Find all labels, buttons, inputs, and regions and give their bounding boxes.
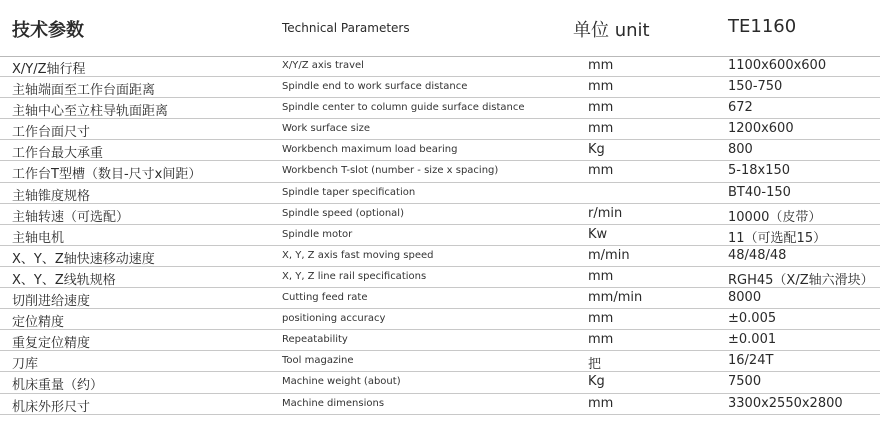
param-name-en: Cutting feed rate [282,292,368,304]
param-value: RGH45（X/Z轴六滑块） [728,272,874,288]
param-name-en: positioning accuracy [282,313,386,325]
param-name-en: Tool magazine [282,355,354,367]
param-unit: Kg [588,374,605,390]
param-value: 5-18x150 [728,163,791,179]
param-name-en: Workbench T-slot (number - size x spacing) [282,165,499,177]
param-unit: mm [588,268,614,284]
param-unit: mm [588,121,614,137]
table-row [0,119,880,140]
table-row [0,288,880,309]
table-row [0,351,880,372]
table-row [0,98,880,119]
table-row [0,77,880,98]
table-row [0,246,880,267]
param-unit: mm [588,311,614,327]
param-name-cn: 工作台面尺寸 [12,125,91,141]
table-row [0,183,880,204]
param-name-cn: 主轴中心至立柱导轨面距离 [12,104,169,120]
param-name-en: Spindle end to work surface distance [282,81,468,93]
param-name-en: Spindle speed (optional) [282,207,404,219]
table-row [0,309,880,330]
param-value: 800 [728,142,753,158]
param-name-en: Spindle center to column guide surface distance [282,102,525,114]
param-name-en: Spindle taper specification [282,186,416,198]
param-unit: 把 [588,357,602,373]
param-name-cn: 工作台最大承重 [12,146,104,162]
param-name-cn: 工作台T型槽（数目-尺寸x间距） [12,167,202,183]
param-value: 1200x600 [728,121,794,137]
param-name-en: Work surface size [282,123,371,135]
param-unit: m/min [588,247,630,263]
param-value: ±0.001 [728,332,777,348]
param-name-cn: 主轴电机 [12,230,65,246]
param-name-en: X, Y, Z axis fast moving speed [282,249,434,261]
header-model: TE1160 [728,16,797,37]
table-row [0,267,880,288]
header-en: Technical Parameters [282,21,410,35]
param-name-cn: 定位精度 [12,315,65,331]
table-row [0,140,880,161]
table-header [0,0,880,57]
param-name-en: X/Y/Z axis travel [282,60,364,71]
table-row [0,56,880,77]
table-row [0,330,880,351]
header-unit: 单位 unit [573,20,650,41]
param-unit: mm [588,100,614,116]
param-value: 48/48/48 [728,247,787,263]
param-name-cn: 重复定位精度 [12,336,91,352]
header-cn: 技术参数 [12,20,84,41]
param-name-cn: 机床外形尺寸 [12,399,91,415]
param-name-en: Workbench maximum load bearing [282,144,458,156]
table-row [0,225,880,246]
param-unit: mm [588,58,614,73]
param-name-cn: 主轴端面至工作台面距离 [12,83,156,99]
param-value: 10000（皮带） [728,209,822,225]
param-name-en: Machine dimensions [282,397,385,409]
param-name-cn: X、Y、Z线轨规格 [12,272,116,288]
param-name-cn: 机床重量（约） [12,378,104,394]
param-value: 16/24T [728,353,774,369]
param-unit: mm/min [588,290,643,306]
param-unit: mm [588,395,614,411]
table-row [0,204,880,225]
param-name-en: Repeatability [282,334,348,346]
param-name-cn: 主轴锥度规格 [12,188,91,204]
spec-table-body [0,56,880,415]
param-value: ±0.005 [728,311,777,327]
param-name-en: Machine weight (about) [282,376,401,388]
param-unit: mm [588,163,614,179]
table-row [0,161,880,182]
param-unit: Kw [588,226,608,242]
param-name-en: Spindle motor [282,228,353,240]
param-name-cn: X/Y/Z轴行程 [12,62,86,77]
param-value: 7500 [728,374,762,390]
param-value: 672 [728,100,753,116]
param-name-cn: 刀库 [12,357,39,373]
param-value: 8000 [728,290,762,306]
param-unit: mm [588,79,614,95]
param-value: 3300x2550x2800 [728,395,843,411]
table-row [0,372,880,393]
param-name-cn: 切削进给速度 [12,294,91,310]
table-row [0,394,880,415]
param-value: 1100x600x600 [728,58,827,73]
param-value: BT40-150 [728,184,791,200]
param-unit: mm [588,332,614,348]
param-name-cn: X、Y、Z轴快速移动速度 [12,251,155,267]
param-name-en: X, Y, Z line rail specifications [282,270,427,282]
param-value: 11（可选配15） [728,230,827,246]
param-unit: Kg [588,142,605,158]
param-name-cn: 主轴转速（可选配） [12,209,130,225]
param-value: 150-750 [728,79,783,95]
param-unit: r/min [588,205,623,221]
